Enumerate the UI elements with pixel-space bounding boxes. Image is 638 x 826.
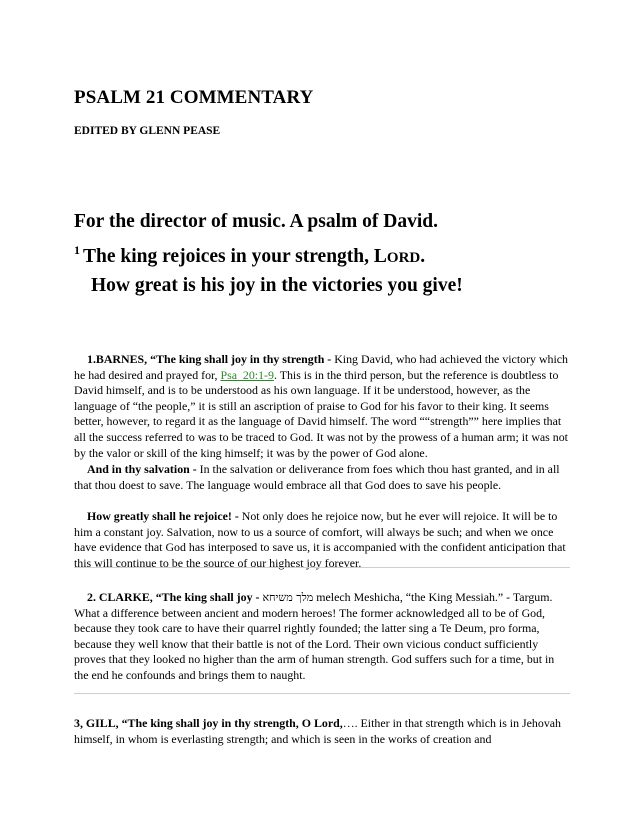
salvation-paragraph	[74, 462, 568, 493]
barnes-text-1: King David, who had achieved the victory which he had desired and prayed for,	[74, 352, 569, 382]
section-divider-2	[74, 693, 570, 694]
verse-text-1: The king rejoices in your strength,	[83, 246, 374, 267]
verse-superscription: For the director of music. A psalm of David.	[74, 211, 438, 232]
editor-credit: EDITED BY GLENN PEASE	[74, 125, 221, 137]
greatly-text: Not only does he rejoice now, but he ever will rejoice. It will be to him a constant joy. Salvation, now to us a source of comfort, will always be such; and when we once have evidence that God has interposed to save us, it is accompanied with the confident anticipation that this will continue to be the source of our highest joy forever.	[74, 509, 566, 570]
salvation-text: In the salvation or deliverance from foes which thou hast granted, and in all that thou doest to save. The language would embrace all that God does to save his people.	[74, 462, 560, 492]
psalm-reference-link[interactable]: Psa_20:1-9	[220, 367, 274, 382]
lord-smallcaps: ORD	[386, 250, 421, 266]
verse-block	[74, 208, 574, 300]
lord-initial: L	[373, 246, 387, 267]
barnes-text-2: . This is in the third person, but the reference is doubtless to David himself, and is to be understood as his own language. If it be understood, however, as the language of “the people,” it is still an ascription of praise to God for his favor to their king. It seems better, however, to regard it as the language of David himself. The word ““strength”” here implies that all the success referred to was to be traced to God. It was not by the prowess of a human arm; it was not by the valor or skill of the king himself; it was by the power of God alone.	[74, 367, 568, 460]
verse-line-1	[74, 236, 574, 272]
section-divider	[74, 567, 570, 568]
gill-paragraph	[74, 716, 568, 747]
barnes-paragraph	[74, 352, 568, 461]
verse-number: 1	[74, 243, 80, 257]
greatly-heading: How greatly shall he rejoice! -	[87, 509, 239, 523]
gill-heading: 3, GILL, “The king shall joy in thy strength, O Lord,	[74, 716, 343, 730]
greatly-paragraph	[74, 509, 568, 571]
verse-line-2: How great is his joy in the victories you give!	[91, 275, 463, 296]
clarke-paragraph	[74, 590, 568, 684]
page-title: PSALM 21 COMMENTARY	[74, 87, 314, 108]
verse-period: .	[420, 246, 426, 267]
gill-text: …. Either in that strength which is in Jehovah himself, in whom is everlasting strength; and which is seen in the works of creation and	[74, 716, 561, 746]
clarke-text: melech Meshicha, “the King Messiah.” - Targum. What a difference between ancient and modern heroes! The former acknowledged all to be of God, because they took care to have their quarrel rightly founded; the latter sing a Te Deum, pro forma, because they well know that their battle is not of the Lord. Their own vicious conduct sufficiently proves that they looked no higher than the arm of human strength. God suffers such for a time, but in the end he confounds and brings them to naught.	[74, 590, 555, 682]
clarke-heading: 2. CLARKE, “The king shall joy -	[87, 590, 260, 604]
barnes-heading: 1.BARNES, “The king shall joy in thy strength -	[87, 352, 332, 366]
salvation-heading: And in thy salvation -	[87, 462, 197, 476]
hebrew-text: מלך משיחא	[262, 591, 314, 604]
